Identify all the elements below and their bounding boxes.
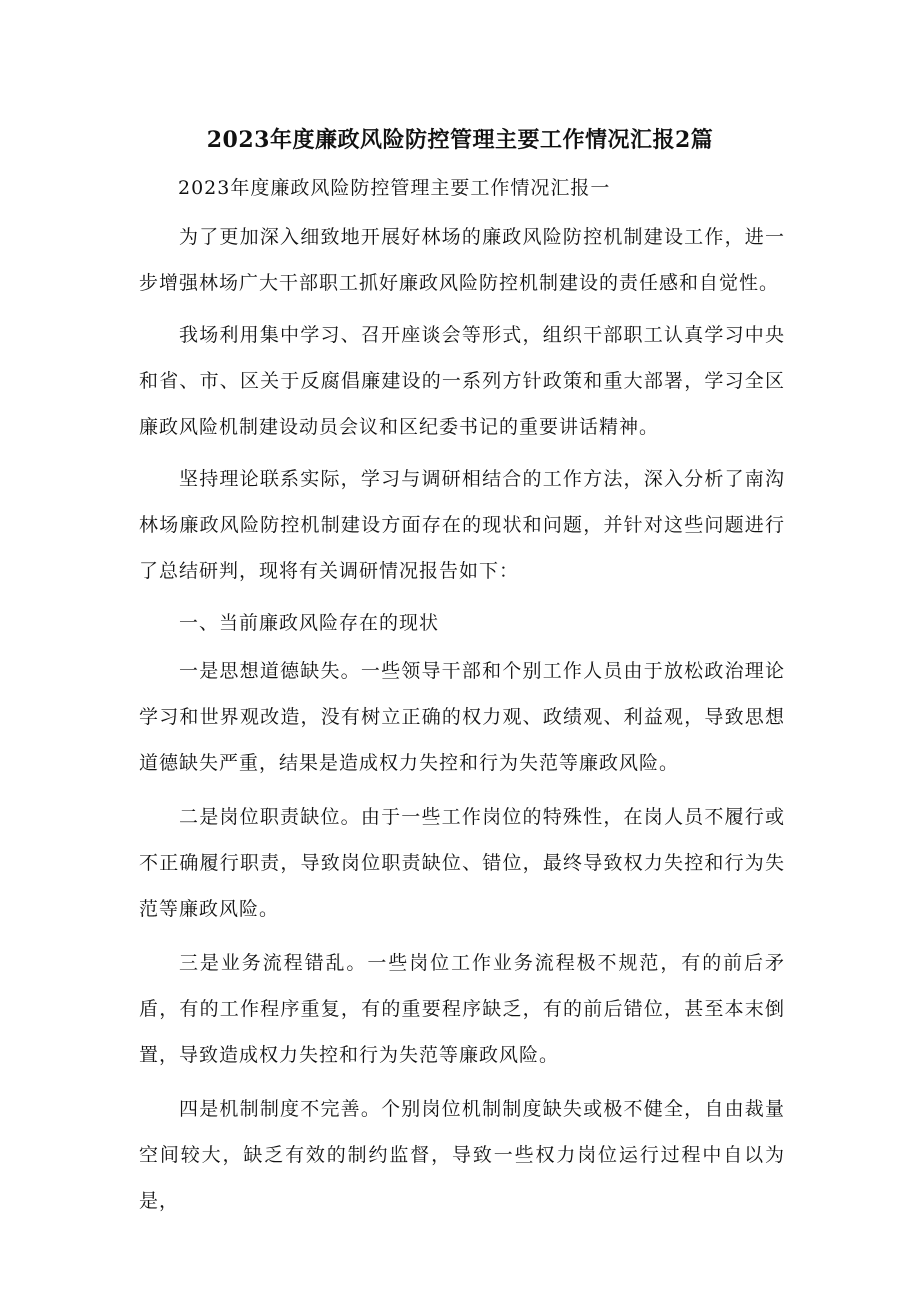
document-title: 2023年度廉政风险防控管理主要工作情况汇报2篇 [206, 127, 714, 153]
section-heading: 一、当前廉政风险存在的现状 [179, 612, 440, 634]
paragraph-method: 坚持理论联系实际，学习与调研相结合的工作方法，深入分析了南沟林场廉政风险防控机制建设方面存在的现状和问题，并针对这些问题进行了总结研判，现将有关调研情况报告如下： [139, 468, 785, 582]
document-subtitle: 2023年度廉政风险防控管理主要工作情况汇报一 [178, 177, 611, 199]
item-process: 三是业务流程错乱。一些岗位工作业务流程极不规范，有的前后矛盾，有的工作程序重复，有的重要程序缺乏，有的前后错位，甚至本末倒置，导致造成权力失控和行为失范等廉政风险。 [139, 952, 785, 1066]
paragraph-study: 我场利用集中学习、召开座谈会等形式，组织干部职工认真学习中央和省、市、区关于反腐倡廉建设的一系列方针政策和重大部署，学习全区廉政风险机制建设动员会议和区纪委书记的重要讲话精神。 [139, 324, 785, 438]
item-responsibility: 二是岗位职责缺位。由于一些工作岗位的特殊性，在岗人员不履行或不正确履行职责，导致岗位职责缺位、错位，最终导致权力失控和行为失范等廉政风险。 [139, 806, 785, 920]
item-ideology: 一是思想道德缺失。一些领导干部和个别工作人员由于放松政治理论学习和世界观改造，没有树立正确的权力观、政绩观、利益观，导致思想道德缺失严重，结果是造成权力失控和行为失范等廉政风险。 [139, 660, 785, 774]
paragraph-intro: 为了更加深入细致地开展好林场的廉政风险防控机制建设工作，进一步增强林场广大干部职工抓好廉政风险防控机制建设的责任感和自觉性。 [139, 226, 785, 294]
item-mechanism: 四是机制制度不完善。个别岗位机制制度缺失或极不健全，自由裁量空间较大，缺乏有效的制约监督，导致一些权力岗位运行过程中自以为是， [139, 1098, 785, 1212]
